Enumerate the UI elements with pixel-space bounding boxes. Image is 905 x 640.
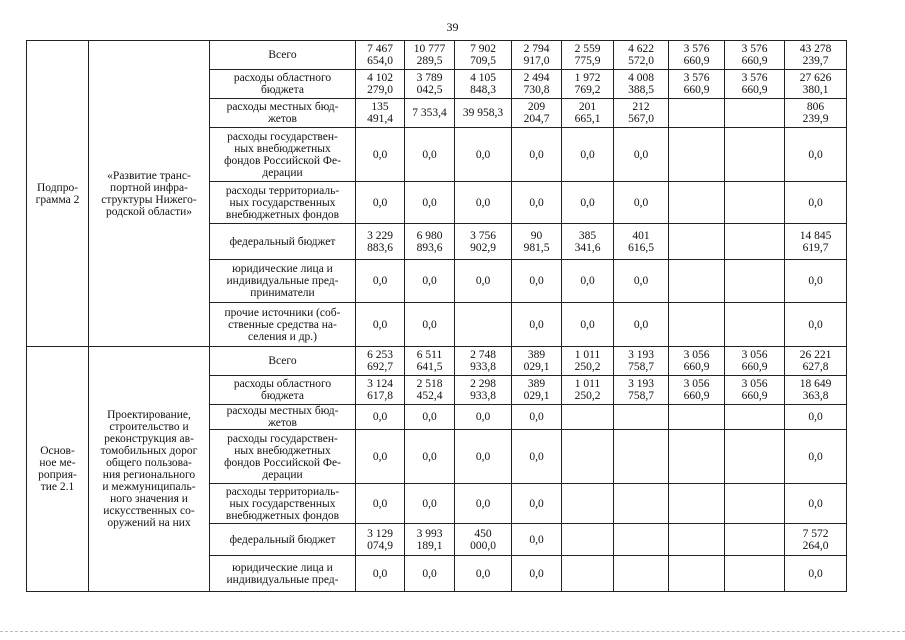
value-cell: 0,0 — [512, 303, 562, 347]
funding-source-label: федеральный бюджет — [210, 224, 356, 260]
total-value-cell: 0,0 — [785, 556, 847, 592]
total-value-cell: 0,0 — [785, 430, 847, 484]
funding-source-label: расходы местных бюд- жетов — [210, 99, 356, 128]
value-cell: 0,0 — [405, 303, 455, 347]
value-cell — [455, 303, 512, 347]
value-cell: 3 229 883,6 — [356, 224, 405, 260]
funding-source-label: расходы территориаль- ных государственных внебюджетных фондов — [210, 484, 356, 524]
value-cell — [614, 484, 669, 524]
value-cell: 3 056 660,9 — [669, 347, 725, 376]
value-cell: 0,0 — [512, 182, 562, 224]
section-type-cell: Подпро- грамма 2 — [27, 41, 89, 347]
value-cell: 0,0 — [356, 303, 405, 347]
value-cell: 2 794 917,0 — [512, 41, 562, 70]
value-cell — [725, 556, 785, 592]
total-value-cell: 0,0 — [785, 484, 847, 524]
value-cell — [669, 260, 725, 303]
value-cell: 0,0 — [356, 405, 405, 430]
value-cell: 7 467 654,0 — [356, 41, 405, 70]
value-cell: 3 576 660,9 — [669, 70, 725, 99]
value-cell: 201 665,1 — [562, 99, 614, 128]
value-cell — [725, 224, 785, 260]
funding-source-label: расходы государствен- ных внебюджетных фондов Российской Фе- дерации — [210, 430, 356, 484]
value-cell: 4 105 848,3 — [455, 70, 512, 99]
value-cell: 3 193 758,7 — [614, 376, 669, 405]
value-cell: 0,0 — [455, 484, 512, 524]
value-cell: 39 958,3 — [455, 99, 512, 128]
value-cell: 6 980 893,6 — [405, 224, 455, 260]
value-cell: 389 029,1 — [512, 347, 562, 376]
value-cell: 0,0 — [562, 128, 614, 182]
value-cell: 3 993 189,1 — [405, 524, 455, 556]
funding-source-label: Всего — [210, 347, 356, 376]
total-value-cell: 26 221 627,8 — [785, 347, 847, 376]
value-cell — [725, 303, 785, 347]
total-value-cell: 0,0 — [785, 182, 847, 224]
value-cell: 3 789 042,5 — [405, 70, 455, 99]
value-cell: 0,0 — [512, 556, 562, 592]
funding-source-label: юридические лица и индивидуальные пред- — [210, 556, 356, 592]
value-cell — [669, 524, 725, 556]
section-name-cell: «Развитие транс- портной инфра- структуры Нижего- родской области» — [89, 41, 210, 347]
value-cell: 1 011 250,2 — [562, 376, 614, 405]
value-cell: 0,0 — [455, 430, 512, 484]
value-cell: 3 576 660,9 — [725, 70, 785, 99]
value-cell: 0,0 — [405, 430, 455, 484]
value-cell: 6 253 692,7 — [356, 347, 405, 376]
value-cell: 0,0 — [405, 128, 455, 182]
value-cell — [562, 430, 614, 484]
total-value-cell: 0,0 — [785, 303, 847, 347]
total-value-cell: 27 626 380,1 — [785, 70, 847, 99]
value-cell: 0,0 — [562, 182, 614, 224]
total-value-cell: 806 239,9 — [785, 99, 847, 128]
value-cell: 90 981,5 — [512, 224, 562, 260]
value-cell: 0,0 — [455, 556, 512, 592]
value-cell: 135 491,4 — [356, 99, 405, 128]
value-cell — [725, 430, 785, 484]
value-cell — [562, 484, 614, 524]
value-cell: 7 353,4 — [405, 99, 455, 128]
value-cell — [562, 556, 614, 592]
budget-table — [26, 40, 847, 592]
value-cell — [614, 405, 669, 430]
value-cell: 2 298 933,8 — [455, 376, 512, 405]
total-value-cell: 7 572 264,0 — [785, 524, 847, 556]
value-cell: 10 777 289,5 — [405, 41, 455, 70]
value-cell — [669, 128, 725, 182]
section-type-cell: Основ- ное ме- роприя- тие 2.1 — [27, 347, 89, 592]
value-cell: 0,0 — [455, 260, 512, 303]
value-cell — [562, 405, 614, 430]
value-cell: 0,0 — [405, 260, 455, 303]
value-cell — [725, 405, 785, 430]
value-cell: 212 567,0 — [614, 99, 669, 128]
section-name-cell: Проектирование, строительство и реконструкция ав- томобильных дорог общего пользова- ния регионального и межмуниципаль- ного значения и искусственных со- оружений на них — [89, 347, 210, 592]
value-cell: 0,0 — [356, 182, 405, 224]
value-cell: 0,0 — [512, 430, 562, 484]
value-cell: 0,0 — [356, 260, 405, 303]
value-cell: 7 902 709,5 — [455, 41, 512, 70]
value-cell: 0,0 — [405, 182, 455, 224]
value-cell: 0,0 — [512, 484, 562, 524]
value-cell: 401 616,5 — [614, 224, 669, 260]
total-value-cell: 14 845 619,7 — [785, 224, 847, 260]
value-cell: 4 622 572,0 — [614, 41, 669, 70]
value-cell — [725, 182, 785, 224]
value-cell: 0,0 — [614, 128, 669, 182]
value-cell: 1 972 769,2 — [562, 70, 614, 99]
value-cell: 3 056 660,9 — [725, 347, 785, 376]
funding-source-label: юридические лица и индивидуальные пред- приниматели — [210, 260, 356, 303]
value-cell: 1 011 250,2 — [562, 347, 614, 376]
funding-source-label: расходы областного бюджета — [210, 376, 356, 405]
value-cell: 3 056 660,9 — [669, 376, 725, 405]
value-cell: 2 559 775,9 — [562, 41, 614, 70]
value-cell: 0,0 — [562, 260, 614, 303]
value-cell: 0,0 — [356, 484, 405, 524]
value-cell: 3 756 902,9 — [455, 224, 512, 260]
value-cell — [614, 556, 669, 592]
value-cell: 0,0 — [405, 484, 455, 524]
value-cell: 3 576 660,9 — [669, 41, 725, 70]
value-cell: 2 494 730,8 — [512, 70, 562, 99]
total-value-cell: 0,0 — [785, 405, 847, 430]
value-cell — [669, 182, 725, 224]
total-value-cell: 43 278 239,7 — [785, 41, 847, 70]
funding-source-label: расходы государствен- ных внебюджетных фондов Российской Фе- дерации — [210, 128, 356, 182]
value-cell: 0,0 — [405, 556, 455, 592]
value-cell: 4 102 279,0 — [356, 70, 405, 99]
value-cell — [725, 99, 785, 128]
value-cell: 3 124 617,8 — [356, 376, 405, 405]
value-cell: 0,0 — [455, 405, 512, 430]
value-cell: 0,0 — [512, 405, 562, 430]
value-cell: 2 748 933,8 — [455, 347, 512, 376]
value-cell: 209 204,7 — [512, 99, 562, 128]
value-cell — [725, 128, 785, 182]
funding-source-label: расходы областного бюджета — [210, 70, 356, 99]
value-cell: 3 129 074,9 — [356, 524, 405, 556]
value-cell — [725, 524, 785, 556]
value-cell: 0,0 — [356, 430, 405, 484]
value-cell: 450 000,0 — [455, 524, 512, 556]
value-cell: 6 511 641,5 — [405, 347, 455, 376]
value-cell: 385 341,6 — [562, 224, 614, 260]
funding-source-label: Всего — [210, 41, 356, 70]
value-cell — [614, 524, 669, 556]
total-value-cell: 0,0 — [785, 128, 847, 182]
value-cell — [614, 430, 669, 484]
value-cell — [669, 430, 725, 484]
table-row — [27, 41, 847, 70]
value-cell — [669, 99, 725, 128]
table-row — [27, 347, 847, 376]
value-cell: 3 576 660,9 — [725, 41, 785, 70]
total-value-cell: 18 649 363,8 — [785, 376, 847, 405]
total-value-cell: 0,0 — [785, 260, 847, 303]
value-cell: 0,0 — [512, 260, 562, 303]
value-cell: 0,0 — [512, 524, 562, 556]
value-cell: 0,0 — [356, 556, 405, 592]
value-cell: 0,0 — [405, 405, 455, 430]
funding-source-label: расходы территориаль- ных государственных внебюджетных фондов — [210, 182, 356, 224]
value-cell — [669, 303, 725, 347]
value-cell — [725, 260, 785, 303]
value-cell: 0,0 — [614, 182, 669, 224]
value-cell: 0,0 — [455, 182, 512, 224]
funding-source-label: прочие источники (соб- ственные средства на- селения и др.) — [210, 303, 356, 347]
funding-source-label: федеральный бюджет — [210, 524, 356, 556]
value-cell — [669, 405, 725, 430]
value-cell: 3 056 660,9 — [725, 376, 785, 405]
value-cell: 0,0 — [512, 128, 562, 182]
value-cell: 0,0 — [614, 260, 669, 303]
value-cell — [669, 484, 725, 524]
value-cell — [562, 524, 614, 556]
value-cell: 0,0 — [562, 303, 614, 347]
value-cell: 4 008 388,5 — [614, 70, 669, 99]
funding-source-label: расходы местных бюд- жетов — [210, 405, 356, 430]
value-cell — [669, 224, 725, 260]
value-cell: 0,0 — [614, 303, 669, 347]
page-number: 39 — [446, 20, 459, 34]
value-cell: 0,0 — [356, 128, 405, 182]
value-cell — [669, 556, 725, 592]
value-cell: 389 029,1 — [512, 376, 562, 405]
value-cell: 0,0 — [455, 128, 512, 182]
value-cell — [725, 484, 785, 524]
value-cell: 2 518 452,4 — [405, 376, 455, 405]
page-bottom-edge — [0, 631, 905, 632]
value-cell: 3 193 758,7 — [614, 347, 669, 376]
